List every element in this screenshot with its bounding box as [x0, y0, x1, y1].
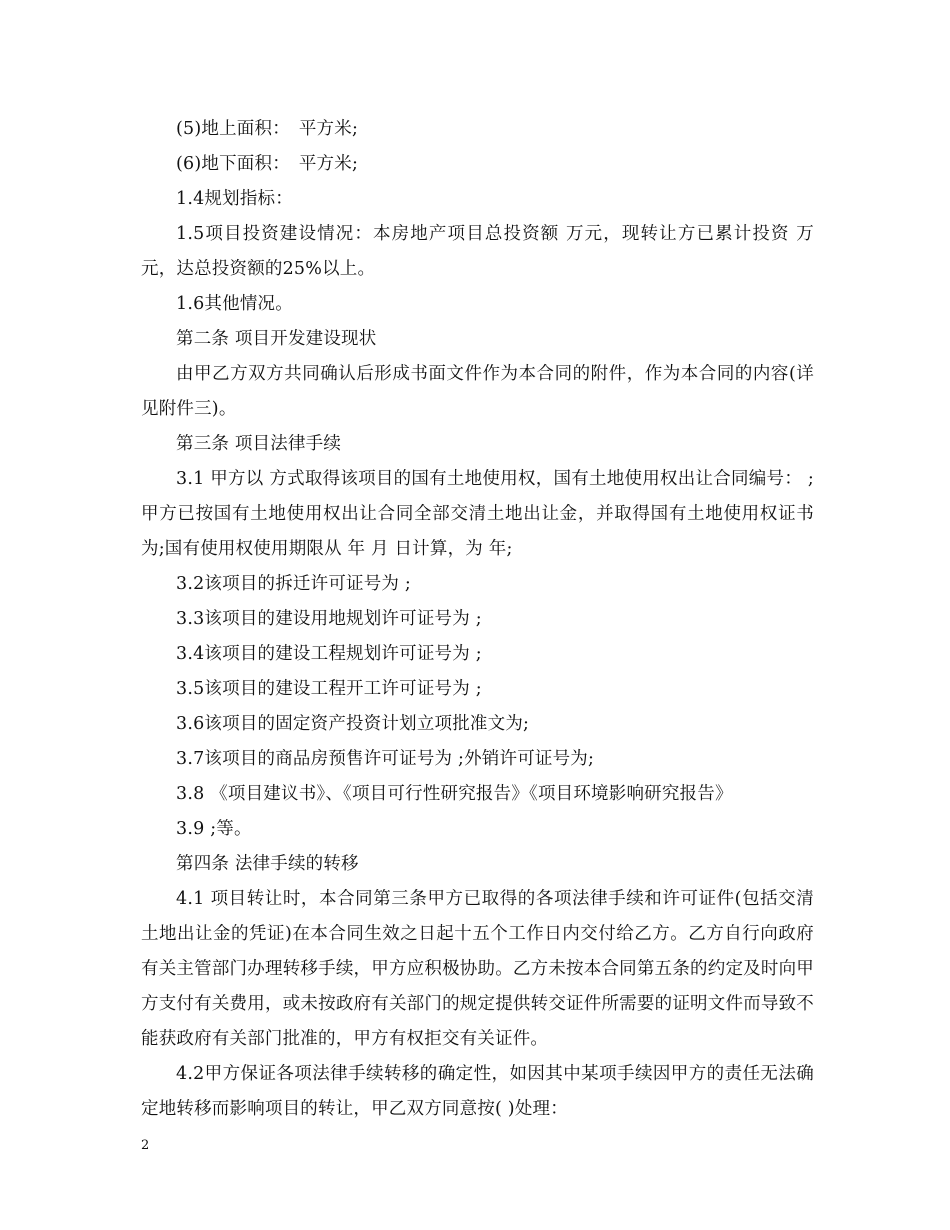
paragraph-other-status: 1.6其他情况。 [176, 294, 293, 314]
paragraph-investment-approval: 3.6该项目的固定资产投资计划立项批准文为; [176, 714, 530, 734]
paragraph-development-status: 由甲乙方双方共同确认后形成书面文件作为本合同的附件，作为本合同的内容(详见附件三)。 [141, 364, 814, 419]
paragraph-presale-permit: 3.7该项目的商品房预售许可证号为 ;外销许可证号为; [176, 749, 595, 769]
article-4-heading: 第四条 法律手续的转移 [176, 854, 359, 874]
paragraph-demolition-permit: 3.2该项目的拆迁许可证号为 ; [176, 574, 411, 594]
paragraph-land-use-right: 3.1 甲方以 方式取得该项目的国有土地使用权，国有土地使用权出让合同编号： ;甲方已按国有土地使用权出让合同全部交清土地出让金，并取得国有土地使用权证书为;国有使用权使用期限从 年 月 日计算，为 年; [141, 469, 814, 559]
paragraph-document-transfer: 4.1 项目转让时，本合同第三条甲方已取得的各项法律手续和许可证件(包括交清土地出让金的凭证)在本合同生效之日起十五个工作日内交付给乙方。乙方自行向政府有关主管部门办理转移手续，甲方应积极协助。乙方未按本合同第五条的约定及时向甲方支付有关费用，或未按政府有关部门的规定提供转交证件所需要的证明文件而导致不能获政府有关部门批准的，甲方有权拒交有关证件。 [141, 889, 814, 1049]
document-body [141, 112, 814, 1127]
paragraph-construction-planning-permit: 3.4该项目的建设工程规划许可证号为 ; [176, 644, 482, 664]
paragraph-project-reports: 3.8 《项目建议书》、《项目可行性研究报告》《项目环境影响研究报告》 [176, 784, 733, 804]
paragraph-underground-area: (6)地下面积： 平方米; [176, 154, 359, 174]
article-2-heading: 第二条 项目开发建设现状 [176, 329, 377, 349]
paragraph-land-planning-permit: 3.3该项目的建设用地规划许可证号为 ; [176, 609, 482, 629]
page-number: 2 [141, 1138, 150, 1153]
article-3-heading: 第三条 项目法律手续 [176, 434, 342, 454]
paragraph-above-ground-area: (5)地上面积： 平方米; [176, 119, 359, 139]
paragraph-transfer-guarantee: 4.2甲方保证各项法律手续转移的确定性，如因其中某项手续因甲方的责任无法确定地转移而影响项目的转让，甲乙双方同意按( )处理： [141, 1064, 814, 1119]
paragraph-investment-status: 1.5项目投资建设情况：本房地产项目总投资额 万元，现转让方已累计投资 万元，达总投资额的25%以上。 [141, 224, 814, 279]
paragraph-planning-index: 1.4规划指标： [176, 189, 293, 209]
paragraph-etc: 3.9 ;等。 [176, 819, 252, 839]
paragraph-construction-start-permit: 3.5该项目的建设工程开工许可证号为 ; [176, 679, 482, 699]
